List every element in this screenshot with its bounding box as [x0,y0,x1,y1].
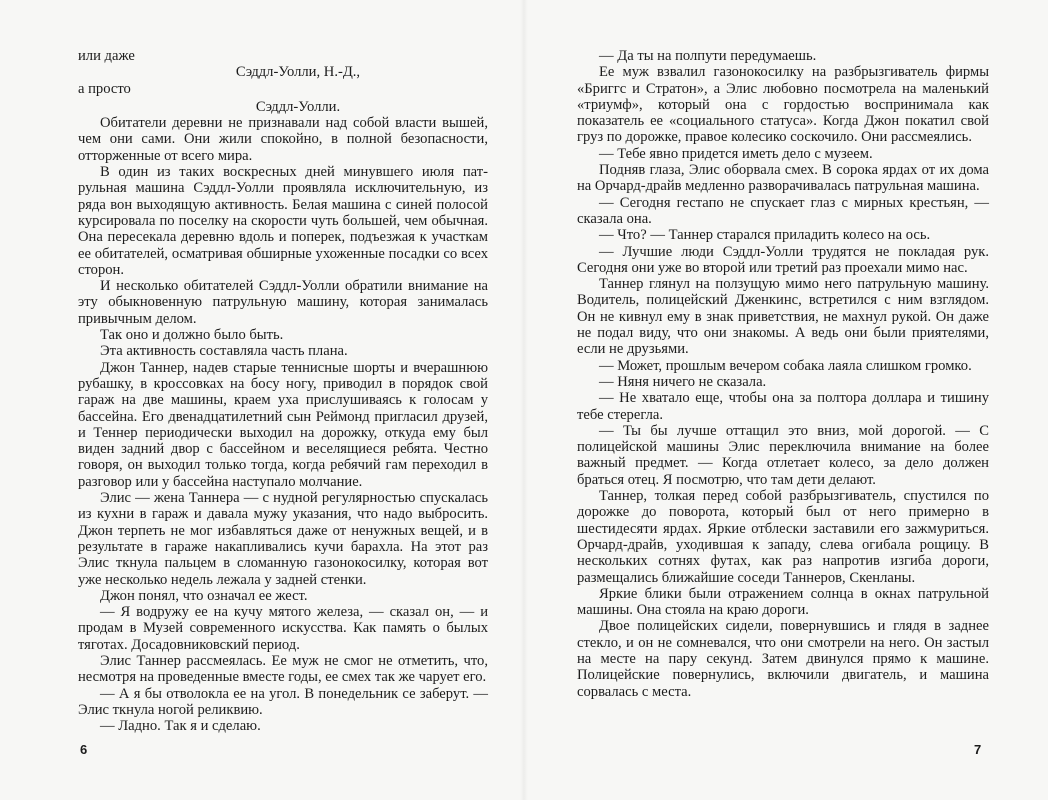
paragraph: В один из таких воскресных дней минувшего июля патрульная машина Сэддл-Уолли проявляла исключительную, из ряда вон выходящую активность. Белая машина с синей полосой курсировала по поселку на скорости чуть большей, чем обычная. Она пересекала деревню вдоль и поперек, подъезжая к участкам ее обитателей, осматривая обширные ухоженные посадки со всех сторон. [78,164,488,278]
paragraph: — А я бы отволокла ее на угол. В понедельник се заберут. — Элис ткнула ногой реликвию. [78,685,488,718]
right-page [577,48,989,700]
paragraph: Ее муж взвалил газонокосилку на разбрызгиватель фирмы «Бриггс и Стратон», а Элис любовно посмотрела на маленький «триумф», который она с гордостью воспринимала как показатель ее «социального статуса». Когда Джон покатил свой груз по дорожке, правое колесико соскочило. Они рассмеялись. [577,64,989,146]
left-page [78,48,488,734]
paragraph: И несколько обитателей Сэддл-Уолли обратили внимание на эту обыкновенную патрульную машину, которая занималась привычным делом. [78,278,488,327]
paragraph: Яркие блики были отражением солнца в окнах патрульной машины. Она стояла на краю дороги. [577,585,989,619]
place-name-short: Сэддл-Уолли. [255,98,341,115]
paragraph: Элис Таннер рассмеялась. Ее муж не смог не отметить, что, несмотря на проведенные вместе годы, ее смех так же чарует его. [78,652,488,686]
page-number-right: 7 [974,742,982,757]
paragraph: Так оно и должно было быть. [100,327,284,344]
paragraph: или даже [78,48,135,64]
paragraph: — Ладно. Так я и сделаю. [100,718,261,735]
paragraph: Джон понял, что означал ее жест. [100,587,308,604]
paragraph: — Да ты на полпути передумаешь. [599,48,817,64]
paragraph: Подняв глаза, Элис оборвала смех. В сорока ярдах от их дома на Орчард-драйв медленно разворачивалась патрульная машина. [577,162,989,195]
paragraph: — Может, прошлым вечером собака лаяла слишком громко. [599,357,972,374]
paragraph: — Не хватало еще, чтобы она за полтора доллара и тишину тебе стерегла. [577,390,989,423]
paragraph: Джон Таннер, надев старые теннисные шорты и вчерашнюю рубашку, в кроссовках на босу ногу, приводил в порядок свой гараж на две машины, краем уха прислушиваясь к голосам у бассейна. Его двенадцатилетний сын Реймонд пригласил друзей, и Теннер периодически выходил на дорожку, откуда ему был виден задний двор с бассейном и веселящиеся ребята. Честно говоря, он выходил только тогда, когда ребячий гам переходил в разговор или у бассейна наступало молчание. [78,359,488,490]
page-gutter [520,0,528,800]
page-number-left: 6 [80,742,88,757]
paragraph: — Сегодня гестапо не спускает глаз с мирных крестьян, — сказала она. [577,194,989,227]
paragraph: Двое полицейских сидели, повернувшись и глядя в заднее стекло, и он не сомневался, что они смотрели на него. Он застыл на месте на пару секунд. Затем двинулся прямо к машине. Полицейские повернулись, включили двигатель, и машина сорвалась с места. [577,618,989,700]
paragraph: Обитатели деревни не признавали над собой власти вышей, чем они сами. Они жили спокойно, в полной безопасности, отторженные от всего мира. [78,115,488,164]
paragraph: Элис — жена Таннера — с нудной регулярностью спускалась из кухни в гараж и давала мужу указания, что надо выбросить. Джон терпеть не мог избавляться даже от ненужных вещей, и в результате в гараже накапливались кучи барахла. На этот раз Элис ткнула пальцем в сломанную газонокосилку, которая вот уже несколько недель лежала у задней стенки. [78,490,488,588]
paragraph: а просто [78,80,131,97]
paragraph: Эта активность составляла часть плана. [100,343,348,360]
paragraph: Таннер глянул на ползущую мимо него патрульную машину. Водитель, полицейский Дженкинс, встретился с ним взглядом. Он не кивнул ему в знак приветствия, не махнул рукой. Он даже не подал виду, что они знакомы. А ведь они были приятелями, если не друзьями. [577,276,989,358]
paragraph: — Я водружу ее на кучу мятого железа, — сказал он, — и продам в Музей современного искусства. Как память о былых тяготах. Досадовниковский период. [78,604,488,653]
paragraph: — Тебе явно придется иметь дело с музеем. [599,145,873,162]
paragraph: — Что? — Таннер старался приладить колесо на ось. [599,227,931,244]
place-name-full: Сэддл-Уолли, Н.-Д., [235,64,361,81]
paragraph: Таннер, толкая перед собой разбрызгиватель, спустился по дорожке до поворота, который был от него примерно в шестидесяти ярдах. Яркие отблески заставили его зажмуриться. Орчард-драйв, уходившая к западу, слева огибала рощицу. В нескольких сотнях футах, как раз напротив изгиба дороги, размещались ближайшие соседи Таннеров, Скенланы. [577,488,989,586]
paragraph: — Ты бы лучше оттащил это вниз, мой дорогой. — С полицейской машины Элис переключила внимание на более важный предмет. — Когда отлетает колесо, за дело должен браться отец. Я посмотрю, что там дети делают. [577,422,989,488]
paragraph: — Няня ничего не сказала. [599,373,767,390]
paragraph: — Лучшие люди Сэддл-Уолли трудятся не покладая рук. Сегодня они уже во второй или третий раз проехали мимо нас. [577,243,989,276]
